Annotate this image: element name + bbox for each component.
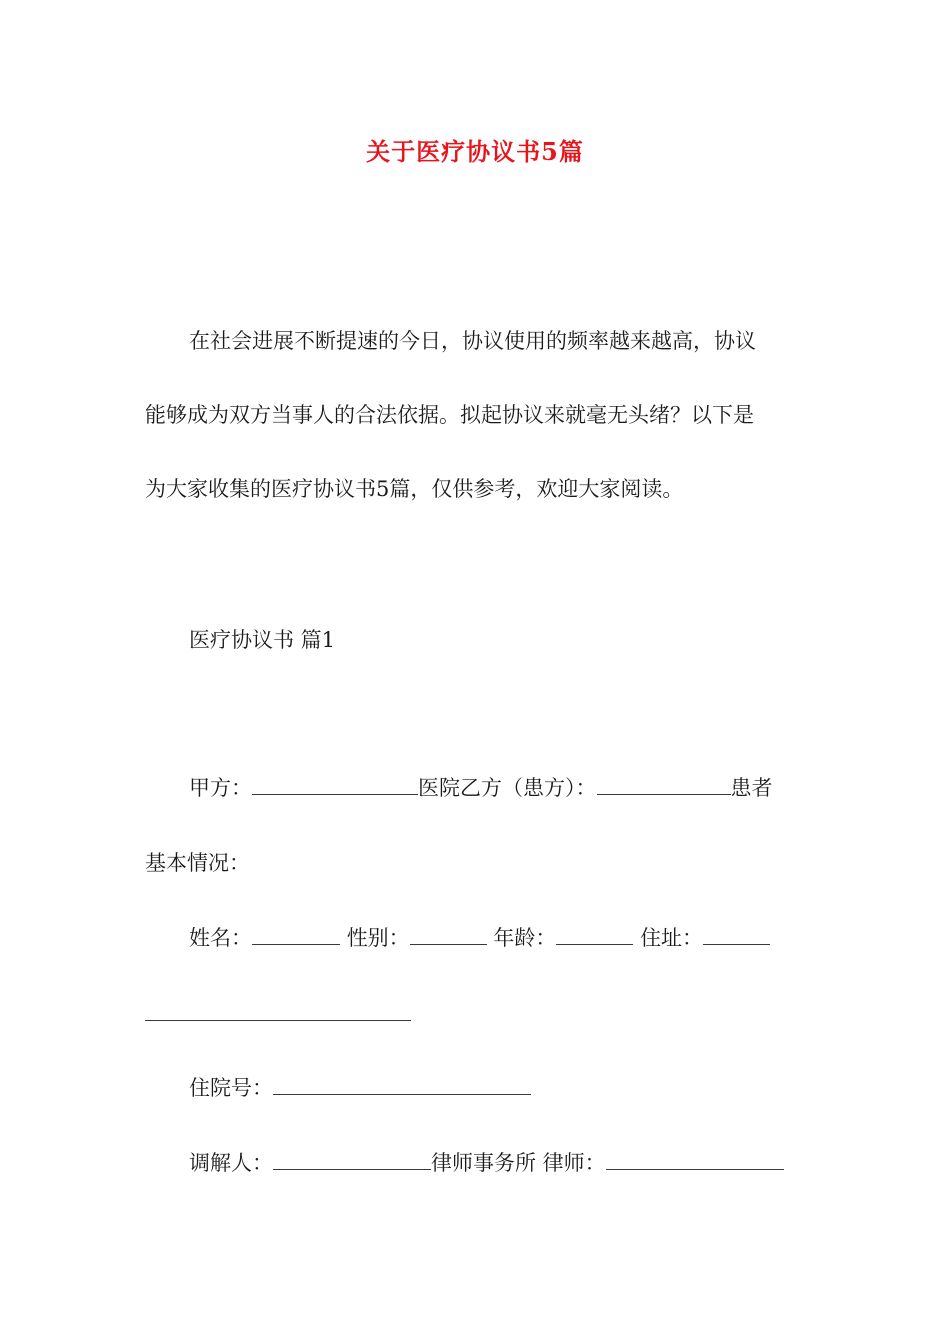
- party-a-suffix: 医院乙方（患方）：: [418, 776, 597, 800]
- intro-line-2: 能够成为双方当事人的合法依据。拟起协议来就毫无头绪？以下是: [145, 403, 754, 427]
- section-heading: 医疗协议书 篇1: [189, 628, 336, 652]
- party-line: [189, 770, 773, 806]
- lawyer-blank: [606, 1146, 784, 1170]
- intro-line-1: 在社会进展不断提速的今日，协议使用的频率越来越高，协议: [189, 329, 756, 353]
- address-label: 住址：: [640, 926, 704, 950]
- document-title: 关于医疗协议书5篇: [366, 137, 584, 166]
- gender-label: 性别：: [346, 926, 410, 950]
- name-label: 姓名：: [189, 926, 252, 950]
- age-blank: [556, 921, 633, 945]
- law-firm-label: 律师事务所 律师：: [431, 1151, 606, 1175]
- party-a-label: 甲方：: [189, 776, 252, 800]
- mediator-blank: [273, 1146, 431, 1170]
- admission-blank: [273, 1071, 531, 1095]
- patient-info-line: [189, 920, 770, 956]
- party-a-blank: [252, 771, 418, 795]
- admission-line: [189, 1070, 531, 1106]
- name-blank: [252, 921, 340, 945]
- admission-label: 住院号：: [189, 1076, 273, 1100]
- patient-label: 患者: [730, 776, 773, 800]
- mediator-label: 调解人：: [189, 1151, 273, 1175]
- basic-info-label: 基本情况：: [145, 851, 250, 875]
- age-label: 年龄：: [493, 926, 557, 950]
- address-blank: [703, 921, 770, 945]
- gender-blank: [410, 921, 487, 945]
- address-continuation-blank: [145, 1020, 411, 1021]
- mediator-line: [189, 1145, 784, 1181]
- intro-line-3: 为大家收集的医疗协议书5篇，仅供参考，欢迎大家阅读。: [145, 477, 684, 501]
- party-b-blank: [597, 771, 731, 795]
